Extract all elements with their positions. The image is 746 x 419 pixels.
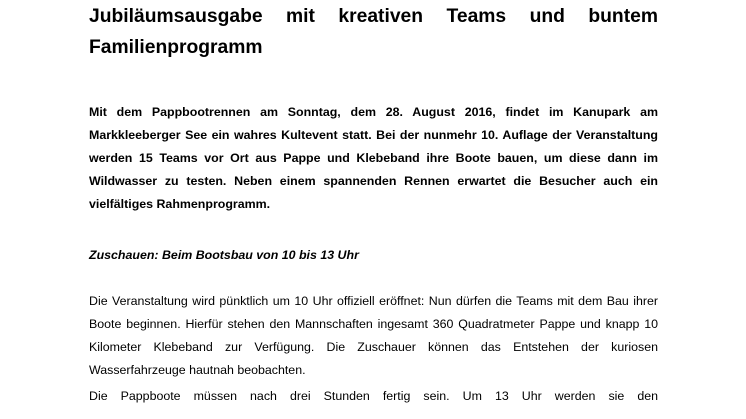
lead-paragraph: Mit dem Pappbootrennen am Sonntag, dem 28. August 2016, findet im Kanupark am Markkleeberger See ein wahres Kultevent statt. Bei der nunmehr 10. Auflage der Veranstaltung werden 15 Teams vor Ort aus Pappe und Klebeband ihre Boote bauen, um diese dann im Wildwasser zu testen. Neben einem spannenden Rennen erwartet die Besucher auch ein vielfältiges Rahmenprogramm. [89,105,658,212]
body-paragraph: Die Pappboote müssen nach drei Stunden fertig sein. Um 13 Uhr werden sie den [89,389,658,403]
body-paragraph: Die Veranstaltung wird pünktlich um 10 Uhr offiziell eröffnet: Nun dürfen die Teams mit dem Bau ihrer Boote beginnen. Hierfür stehen den Mannschaften ingesamt 360 Quadratmeter Pappe und knapp 10 Kilometer Klebeband zur Verfügung. Die Zuschauer können das Entstehen der kuriosen Wasserfahrzeuge hautnah beobachten. [89,294,658,378]
section-heading: Zuschauen: Beim Bootsbau von 10 bis 13 Uhr [89,248,359,262]
article-title: Jubiläumsausgabe mit kreativen Teams und buntem Familienprogramm [89,6,658,58]
